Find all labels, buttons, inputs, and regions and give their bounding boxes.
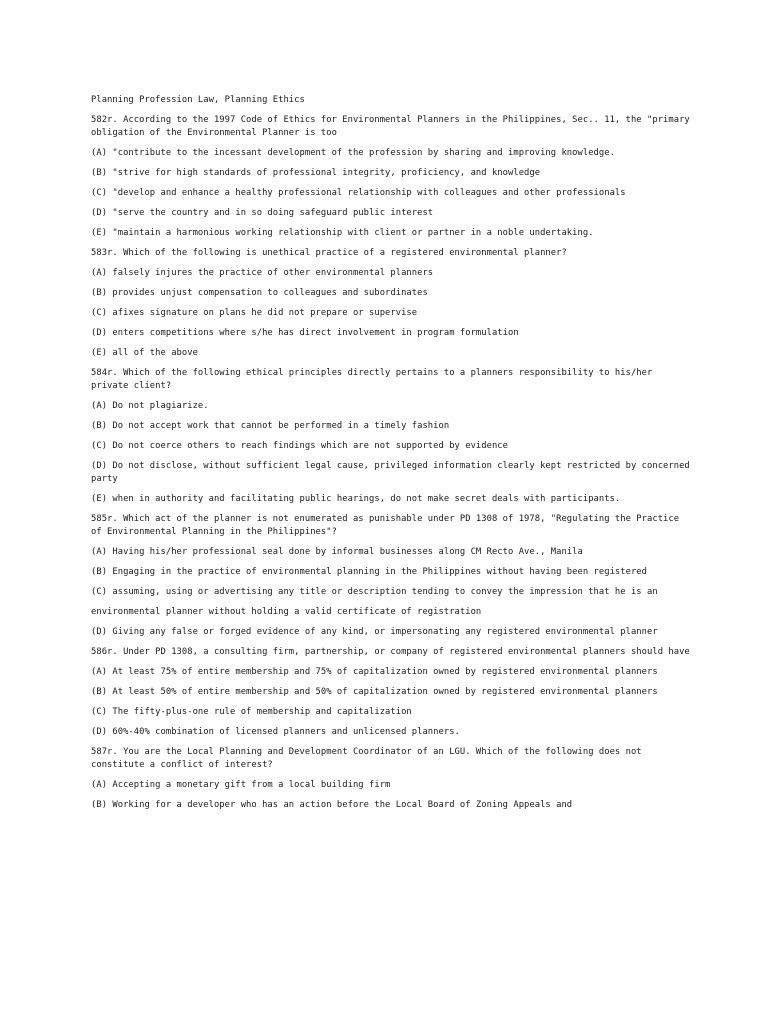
- document-heading: Planning Profession Law, Planning Ethics: [91, 95, 305, 105]
- choice-584r-a: (A) Do not plagiarize.: [91, 401, 209, 411]
- choice-586r-d: (D) 60%-40% combination of licensed planners and unlicensed planners.: [91, 727, 460, 737]
- choice-586r-c: (C) The fifty-plus-one rule of membership and capitalization: [91, 707, 412, 717]
- document-page: [91, 94, 691, 819]
- question-582r: 582r. According to the 1997 Code of Ethics for Environmental Planners in the Philippines, Sec.. 11, the "primary obligation of the Environmental Planner is too: [91, 115, 690, 138]
- choice-582r-d: (D) "serve the country and in so doing safeguard public interest: [91, 208, 434, 218]
- choice-583r-b: (B) provides unjust compensation to colleagues and subordinates: [91, 288, 428, 298]
- choice-583r-e: (E) all of the above: [91, 348, 198, 358]
- question-587r: 587r. You are the Local Planning and Development Coordinator of an LGU. Which of the following does not constitute a conflict of interest?: [91, 747, 642, 770]
- question-586r: 586r. Under PD 1308, a consulting firm, partnership, or company of registered environmental planners should have: [91, 647, 690, 657]
- choice-582r-a: (A) "contribute to the incessant development of the profession by sharing and improving knowledge.: [91, 148, 615, 158]
- choice-582r-b: (B) "strive for high standards of professional integrity, proficiency, and knowledge: [91, 168, 541, 178]
- choice-585r-b: (B) Engaging in the practice of environmental planning in the Philippines without having been registered: [91, 567, 648, 577]
- question-585r: 585r. Which act of the planner is not enumerated as punishable under PD 1308 of 1978, "Regulating the Practice of Environmental Planning in the Philippines"?: [91, 514, 680, 537]
- choice-584r-b: (B) Do not accept work that cannot be performed in a timely fashion: [91, 421, 450, 431]
- question-584r: 584r. Which of the following ethical principles directly pertains to a planners responsibility to his/her private client?: [91, 368, 653, 391]
- choice-583r-a: (A) falsely injures the practice of other environmental planners: [91, 268, 434, 278]
- choice-584r-e: (E) when in authority and facilitating public hearings, do not make secret deals with participants.: [91, 494, 621, 504]
- choice-582r-c: (C) "develop and enhance a healthy professional relationship with colleagues and other professionals: [91, 188, 626, 198]
- question-list: [91, 114, 691, 812]
- choice-584r-c: (C) Do not coerce others to reach findings which are not supported by evidence: [91, 441, 509, 451]
- question-583r: 583r. Which of the following is unethical practice of a registered environmental planner?: [91, 248, 567, 258]
- choice-582r-e: (E) "maintain a harmonious working relationship with client or partner in a noble undertaking.: [91, 228, 594, 238]
- choice-586r-a: (A) At least 75% of entire membership and 75% of capitalization owned by registered environmental planners: [91, 667, 658, 677]
- choice-583r-c: (C) afixes signature on plans he did not prepare or supervise: [91, 308, 418, 318]
- choice-587r-a: (A) Accepting a monetary gift from a local building firm: [91, 780, 391, 790]
- choice-585r-d: (D) Giving any false or forged evidence of any kind, or impersonating any registered environmental planner: [91, 627, 658, 637]
- choice-583r-d: (D) enters competitions where s/he has direct involvement in program formulation: [91, 328, 519, 338]
- choice-585r-c-continued: environmental planner without holding a valid certificate of registration: [91, 607, 482, 617]
- choice-584r-d: (D) Do not disclose, without sufficient legal cause, privileged information clearly kept restricted by concerned party: [91, 461, 690, 484]
- choice-586r-b: (B) At least 50% of entire membership and 50% of capitalization owned by registered environmental planners: [91, 687, 658, 697]
- choice-585r-a: (A) Having his/her professional seal done by informal businesses along CM Recto Ave., Manila: [91, 547, 583, 557]
- choice-587r-b: (B) Working for a developer who has an action before the Local Board of Zoning Appeals and: [91, 800, 573, 810]
- choice-585r-c: (C) assuming, using or advertising any title or description tending to convey the impression that he is an: [91, 587, 658, 597]
